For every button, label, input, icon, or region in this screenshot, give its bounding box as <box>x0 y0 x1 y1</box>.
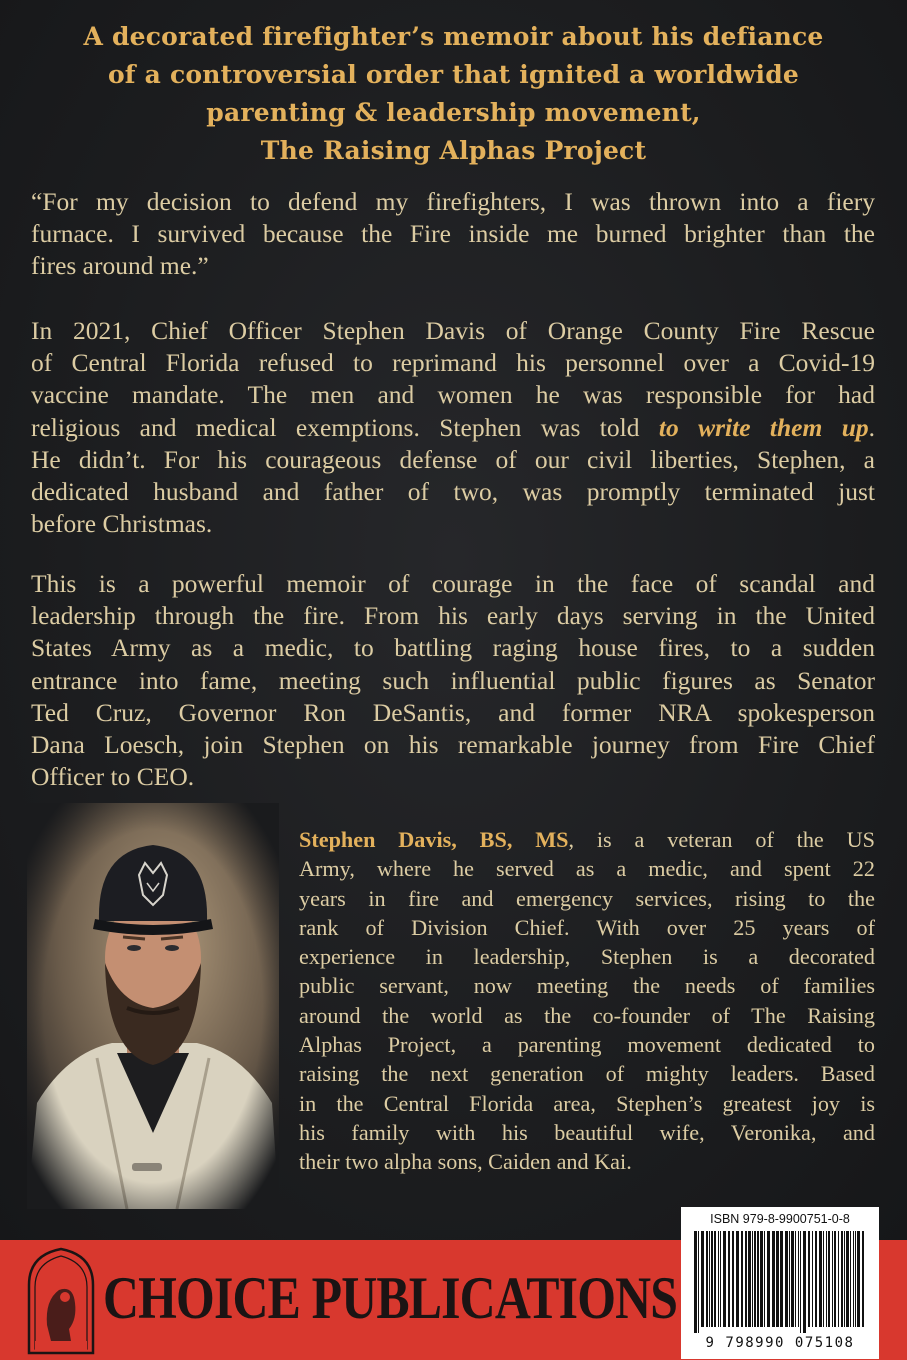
publisher-name: CHOICE PUBLICATIONS <box>103 1265 678 1331</box>
barcode-bar <box>754 1231 756 1327</box>
barcode-bar <box>760 1231 763 1327</box>
barcode-bar <box>720 1231 721 1327</box>
barcode-bar <box>776 1231 779 1327</box>
paragraph-line: States Army as a medic, to battling raging house fires, to a sudden <box>31 633 875 663</box>
paragraph-line: entrance into fame, meeting such influential public figures as Senator <box>31 665 875 695</box>
barcode-bar <box>798 1231 799 1327</box>
paragraph-line: Officer to CEO. <box>31 762 195 792</box>
bio-line: years in fire and emergency services, rising to the <box>299 885 875 911</box>
quote-line: furnace. I survived because the Fire inside me burned brighter than the <box>31 219 875 249</box>
barcode-bar <box>748 1231 751 1327</box>
headline-line: of a controversial order that ignited a worldwide <box>107 60 800 89</box>
bio-line: his family with his beautiful wife, Veronika, and <box>299 1119 875 1145</box>
barcode-bar <box>800 1231 801 1333</box>
summary-paragraph <box>31 315 875 540</box>
line-text: religious and medical exemptions. Stephen was told <box>31 412 659 442</box>
barcode-bar <box>803 1231 806 1333</box>
bio-line: their two alpha sons, Caiden and Kai. <box>299 1149 632 1175</box>
emphasis-text: to write them up <box>658 412 869 442</box>
barcode-bar <box>714 1231 716 1327</box>
barcode-bar <box>828 1231 830 1327</box>
barcode-bar <box>757 1231 759 1327</box>
bio-text: , is a veteran of the US <box>568 827 875 852</box>
barcode-bar <box>823 1231 824 1327</box>
barcode-bar <box>728 1231 730 1327</box>
barcode-bar <box>815 1231 817 1327</box>
memoir-paragraph <box>31 568 875 793</box>
paragraph-line: dedicated husband and father of two, was promptly terminated just <box>31 477 875 507</box>
paragraph-line: Ted Cruz, Governor Ron DeSantis, and former NRA spokesperson <box>31 697 875 727</box>
barcode-bar <box>834 1231 836 1327</box>
barcode-bars <box>688 1231 872 1333</box>
barcode-bar <box>752 1231 753 1327</box>
barcode-bar <box>701 1231 704 1327</box>
barcode-bar <box>789 1231 790 1327</box>
paragraph-line <box>31 412 875 444</box>
pull-quote <box>31 186 875 283</box>
bio-line: raising the next generation of mighty leaders. Based <box>299 1061 875 1087</box>
quote-line: fires around me.” <box>31 251 209 281</box>
barcode-bar <box>795 1231 796 1327</box>
barcode-bar <box>832 1231 833 1327</box>
barcode-bar <box>772 1231 775 1327</box>
bio-line: Army, where he served as a medic, and spent 22 <box>299 856 875 882</box>
barcode-bar <box>706 1231 708 1327</box>
barcode-bar <box>767 1231 770 1327</box>
bio-line: in the Central Florida area, Stephen’s greatest joy is <box>299 1090 875 1116</box>
isbn-label: ISBN 979-8-9900751-0-8 <box>710 1212 850 1226</box>
barcode-bar <box>844 1231 845 1327</box>
barcode-bar <box>855 1231 856 1327</box>
barcode-bar <box>862 1231 864 1327</box>
barcode-bar <box>826 1231 827 1327</box>
paragraph-line: This is a powerful memoir of courage in the face of scandal and <box>31 569 875 598</box>
barcode-bar <box>741 1231 743 1327</box>
barcode-bar <box>853 1231 854 1327</box>
barcode-bar <box>812 1231 813 1327</box>
barcode-bar <box>764 1231 765 1327</box>
bio-line <box>299 825 875 854</box>
paragraph-line: He didn’t. For his courageous defense of our civil liberties, Stephen, a <box>31 444 875 474</box>
publisher-logo-icon <box>25 1245 97 1355</box>
barcode-bar <box>698 1231 699 1333</box>
barcode-bar <box>841 1231 843 1327</box>
barcode-bar <box>718 1231 719 1327</box>
barcode-bar <box>808 1231 810 1327</box>
isbn-barcode <box>681 1207 879 1359</box>
barcode-bar <box>846 1231 849 1327</box>
bio-line: around the world as the co-founder of The Raising <box>299 1002 875 1028</box>
paragraph-line: Dana Loesch, join Stephen on his remarkable journey from Fire Chief <box>31 730 875 760</box>
barcode-bar <box>732 1231 734 1327</box>
barcode-bar <box>819 1231 822 1327</box>
author-bio <box>299 825 875 1177</box>
barcode-bar <box>780 1231 783 1327</box>
bio-line: public servant, now meeting the needs of families <box>299 973 875 999</box>
paragraph-line: leadership through the fire. From his early days serving in the United <box>31 601 875 631</box>
paragraph-line: vaccine mandate. The men and women he was responsible for had <box>31 380 875 410</box>
barcode-bar <box>791 1231 794 1327</box>
barcode-bar <box>745 1231 747 1327</box>
paragraph-line: In 2021, Chief Officer Stephen Davis of Orange County Fire Rescue <box>31 316 875 345</box>
barcode-bar <box>711 1231 713 1327</box>
bio-line: Alphas Project, a parenting movement dedicated to <box>299 1032 875 1058</box>
barcode-bar <box>857 1231 860 1327</box>
barcode-bar <box>838 1231 839 1327</box>
author-name: Stephen Davis, BS, MS <box>299 827 569 852</box>
author-photo <box>27 803 279 1209</box>
barcode-bar <box>709 1231 710 1327</box>
headline-line: A decorated firefighter’s memoir about his defiance <box>83 22 824 51</box>
quote-line: “For my decision to defend my firefighters, I was thrown into a fiery <box>31 187 875 216</box>
barcode-bar <box>850 1231 851 1327</box>
barcode-bar <box>694 1231 697 1333</box>
barcode-bar <box>736 1231 739 1327</box>
barcode-bar <box>723 1231 726 1327</box>
barcode-digits: 9 798990 075108 <box>705 1335 855 1351</box>
barcode-bar <box>785 1231 788 1327</box>
headline-line: parenting & leadership movement, <box>206 98 701 127</box>
headline-line: The Raising Alphas Project <box>260 136 647 165</box>
paragraph-line: of Central Florida refused to reprimand his personnel over a Covid-19 <box>31 348 875 378</box>
paragraph-line: before Christmas. <box>31 509 213 539</box>
bio-line: experience in leadership, Stephen is a decorated <box>299 944 875 970</box>
line-text: . <box>868 412 876 442</box>
bio-line: rank of Division Chief. With over 25 years of <box>299 914 875 940</box>
headline <box>30 18 877 170</box>
